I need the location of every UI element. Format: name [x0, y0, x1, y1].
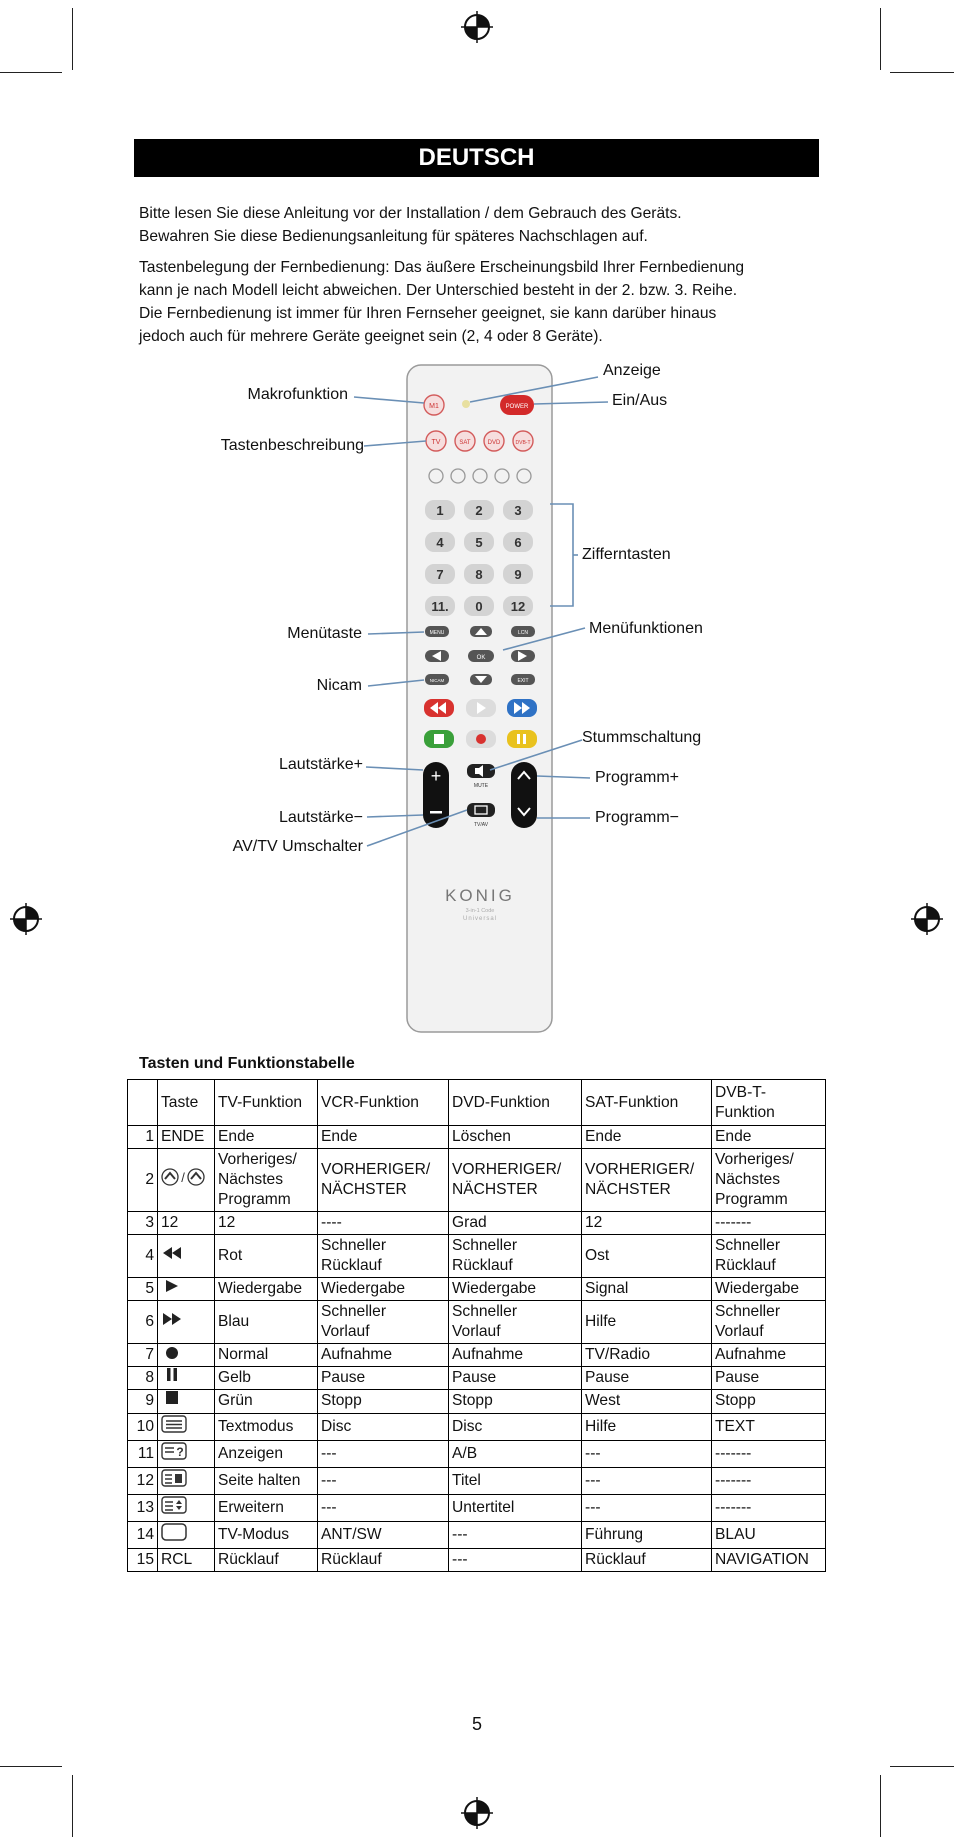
crop-mark [72, 1775, 73, 1837]
callout-menufunktionen: Menüfunktionen [589, 620, 703, 637]
callout-nicam: Nicam [316, 677, 362, 694]
vcr-function-cell: Rücklauf [318, 1548, 449, 1571]
dvbt-function-cell: Schneller Vorlauf [712, 1301, 826, 1344]
tv-function-cell: 12 [215, 1212, 318, 1235]
sat-function-cell: --- [582, 1494, 712, 1521]
tv-function-cell: Erweitern [215, 1494, 318, 1521]
sat-function-cell: Ost [582, 1235, 712, 1278]
dvd-function-cell: Stopp [449, 1390, 582, 1413]
text-line: Tastenbelegung der Fernbedienung: Das äußere Erscheinungsbild Ihrer Fernbedienung [139, 259, 745, 276]
sat-function-cell: Pause [582, 1367, 712, 1390]
crop-mark [0, 1766, 62, 1767]
svg-text:?: ? [176, 1444, 184, 1459]
sat-function-cell: Führung [582, 1521, 712, 1548]
key-cell [158, 1521, 215, 1548]
svg-text:SAT: SAT [459, 440, 471, 446]
dvd-function-cell: --- [449, 1521, 582, 1548]
callout-programm-minus: Programm− [595, 809, 680, 826]
svg-text:MUTE: MUTE [473, 783, 489, 789]
pause-icon [161, 1368, 183, 1388]
key-cell [158, 1390, 215, 1413]
vcr-function-cell: Schneller Vorlauf [318, 1301, 449, 1344]
indicator-led [462, 400, 470, 408]
vcr-function-cell: Disc [318, 1413, 449, 1440]
key-cell [158, 1413, 215, 1440]
vcr-function-cell: Pause [318, 1367, 449, 1390]
vcr-function-cell: Aufnahme [318, 1344, 449, 1367]
row-number: 2 [128, 1149, 158, 1212]
dvbt-function-cell: Vorheriges/ Nächstes Programm [712, 1149, 826, 1212]
tv-function-cell: Rücklauf [215, 1548, 318, 1571]
header-cell: VCR-Funktion [318, 1080, 449, 1126]
m1-label: M1 [429, 403, 439, 410]
tv-function-cell: Vorheriges/ Nächstes Programm [215, 1149, 318, 1212]
svg-text:+: + [430, 766, 442, 786]
dvd-function-cell: Disc [449, 1413, 582, 1440]
dvbt-function-cell: Aufnahme [712, 1344, 826, 1367]
vcr-function-cell: ANT/SW [318, 1521, 449, 1548]
dvd-function-cell: Wiedergabe [449, 1278, 582, 1301]
row-number: 15 [128, 1548, 158, 1571]
vcr-function-cell: Ende [318, 1126, 449, 1149]
row-number: 13 [128, 1494, 158, 1521]
dvbt-function-cell: Stopp [712, 1390, 826, 1413]
table-row [128, 1521, 826, 1548]
digit-key-label: 9 [514, 567, 522, 582]
vcr-function-cell: Stopp [318, 1390, 449, 1413]
table-row [128, 1413, 826, 1440]
tv-function-cell: Rot [215, 1235, 318, 1278]
crop-mark [880, 1775, 881, 1837]
tv-function-cell: Grün [215, 1390, 318, 1413]
svg-text:MENU: MENU [429, 630, 445, 636]
tvav-button [467, 803, 495, 817]
svg-text:/: / [181, 1170, 185, 1185]
dvbt-function-cell: ------- [712, 1212, 826, 1235]
key-cell: ENDE [158, 1126, 215, 1149]
row-number: 12 [128, 1467, 158, 1494]
callout-tastenbeschreibung: Tastenbeschreibung [220, 437, 364, 454]
key-cell [158, 1344, 215, 1367]
sat-function-cell: West [582, 1390, 712, 1413]
header-cell: DVD-Funktion [449, 1080, 582, 1126]
table-row [128, 1467, 826, 1494]
row-number: 3 [128, 1212, 158, 1235]
key-cell [158, 1440, 215, 1467]
dvd-function-cell: Pause [449, 1367, 582, 1390]
brand-sub: Universal [462, 916, 498, 922]
svg-text:OK: OK [476, 655, 486, 661]
digit-key-label: 11. [431, 599, 449, 614]
table-row [128, 1126, 826, 1149]
sat-function-cell: Hilfe [582, 1301, 712, 1344]
callout-anzeige: Anzeige [603, 362, 661, 379]
header-cell: TV-Funktion [215, 1080, 318, 1126]
vcr-function-cell: VORHERIGER/ NÄCHSTER [318, 1149, 449, 1212]
row-number: 4 [128, 1235, 158, 1278]
dvbt-function-cell: TEXT [712, 1413, 826, 1440]
svg-text:DVD: DVD [487, 440, 501, 446]
dvd-function-cell: Grad [449, 1212, 582, 1235]
callout-stummschaltung: Stummschaltung [582, 729, 702, 746]
dvd-function-cell: Schneller Vorlauf [449, 1301, 582, 1344]
key-cell [158, 1367, 215, 1390]
dvd-function-cell: A/B [449, 1440, 582, 1467]
sat-function-cell: Ende [582, 1126, 712, 1149]
row-number: 9 [128, 1390, 158, 1413]
sat-function-cell: Rücklauf [582, 1548, 712, 1571]
digit-key-label: 7 [436, 567, 444, 582]
key-cell [158, 1494, 215, 1521]
table-row [128, 1494, 826, 1521]
callout-programm-plus: Programm+ [595, 769, 680, 786]
dvbt-function-cell: ------- [712, 1440, 826, 1467]
sat-function-cell: --- [582, 1440, 712, 1467]
dvbt-function-cell: Ende [712, 1126, 826, 1149]
table-row [128, 1548, 826, 1571]
yellow-pause-button [507, 730, 537, 748]
key-cell [158, 1235, 215, 1278]
key-cell: RCL [158, 1548, 215, 1571]
svg-text:LCN: LCN [517, 630, 529, 636]
vcr-function-cell: Wiedergabe [318, 1278, 449, 1301]
rewind-icon [161, 1246, 183, 1266]
tv-function-cell: Textmodus [215, 1413, 318, 1440]
row-number: 7 [128, 1344, 158, 1367]
tv-function-cell: Ende [215, 1126, 318, 1149]
svg-text:TV: TV [431, 439, 441, 446]
tv-function-cell: Gelb [215, 1367, 318, 1390]
dvbt-function-cell: Schneller Rücklauf [712, 1235, 826, 1278]
text-line: Bewahren Sie diese Bedienungsanleitung für späteres Nachschlagen auf. [139, 228, 648, 245]
hold-icon [161, 1469, 187, 1493]
row-number: 14 [128, 1521, 158, 1548]
play-icon [161, 1279, 183, 1299]
dvbt-function-cell: ------- [712, 1494, 826, 1521]
function-table [127, 1079, 826, 1572]
sat-function-cell: Hilfe [582, 1413, 712, 1440]
row-number: 6 [128, 1301, 158, 1344]
header-cell: SAT-Funktion [582, 1080, 712, 1126]
digit-key-label: 6 [514, 535, 522, 550]
digit-key-label: 3 [514, 503, 522, 518]
table-row [128, 1440, 826, 1467]
dvd-function-cell: Titel [449, 1467, 582, 1494]
page-number: 5 [471, 1714, 482, 1734]
svg-text:NICAM: NICAM [429, 678, 445, 683]
dvd-function-cell: VORHERIGER/ NÄCHSTER [449, 1149, 582, 1212]
tv-mode-icon [161, 1523, 187, 1547]
brand-sub: 3-in-1 Code [465, 908, 495, 914]
text-line: kann je nach Modell leicht abweichen. Der Unterschied besteht in der 2. bzw. 3. Reihe. [139, 282, 738, 299]
digit-key-label: 4 [436, 535, 444, 550]
tv-function-cell: Wiedergabe [215, 1278, 318, 1301]
sat-function-cell: Signal [582, 1278, 712, 1301]
sat-function-cell: VORHERIGER/ NÄCHSTER [582, 1149, 712, 1212]
callout-zifferntasten: Zifferntasten [582, 546, 671, 563]
callout-lautstaerke-plus: Lautstärke+ [278, 756, 363, 773]
header-cell [128, 1080, 158, 1126]
key-cell [158, 1467, 215, 1494]
reveal-icon [161, 1442, 187, 1466]
dvbt-function-cell: ------- [712, 1467, 826, 1494]
tv-function-cell: TV-Modus [215, 1521, 318, 1548]
row-number: 10 [128, 1413, 158, 1440]
vcr-function-cell: Schneller Rücklauf [318, 1235, 449, 1278]
tv-function-cell: Anzeigen [215, 1440, 318, 1467]
vcr-function-cell: ---- [318, 1212, 449, 1235]
key-cell: 12 [158, 1212, 215, 1235]
table-row [128, 1344, 826, 1367]
table-row [128, 1278, 826, 1301]
table-header-row [128, 1080, 826, 1126]
row-number: 5 [128, 1278, 158, 1301]
brand-logo: KONIG [445, 886, 515, 905]
svg-text:TV/AV: TV/AV [473, 822, 489, 828]
dvd-function-cell: Löschen [449, 1126, 582, 1149]
text-line: Die Fernbedienung ist immer für Ihren Fernseher geeignet, sie kann darüber hinaus [139, 305, 717, 322]
teletext-icon [161, 1415, 187, 1439]
language-header: DEUTSCH [134, 139, 819, 177]
up-down-arrows-icon [161, 1168, 205, 1192]
header-cell: Taste [158, 1080, 215, 1126]
fast-forward-icon [161, 1312, 183, 1332]
callout-av-tv-umschalter: AV/TV Umschalter [232, 838, 363, 855]
row-number: 1 [128, 1126, 158, 1149]
crop-mark [890, 1766, 954, 1767]
vcr-function-cell: --- [318, 1467, 449, 1494]
dvbt-function-cell: Wiedergabe [712, 1278, 826, 1301]
header-cell: DVB-T-Funktion [712, 1080, 826, 1126]
row-number: 11 [128, 1440, 158, 1467]
key-cell [158, 1278, 215, 1301]
tv-function-cell: Seite halten [215, 1467, 318, 1494]
key-cell [158, 1149, 215, 1212]
svg-text:DVB-T: DVB-T [515, 440, 531, 446]
svg-text:EXIT: EXIT [517, 678, 529, 684]
table-row [128, 1212, 826, 1235]
digit-key-label: 2 [475, 503, 483, 518]
power-label: POWER [505, 404, 529, 410]
table-row [128, 1367, 826, 1390]
dvd-function-cell: Untertitel [449, 1494, 582, 1521]
table-row [128, 1390, 826, 1413]
callout-lautstaerke-minus: Lautstärke− [278, 809, 363, 826]
tv-function-cell: Normal [215, 1344, 318, 1367]
remote-body [407, 365, 552, 1032]
table-row [128, 1149, 826, 1212]
vcr-function-cell: --- [318, 1494, 449, 1521]
callout-makrofunktion: Makrofunktion [247, 386, 348, 403]
digit-key-label: 12 [510, 599, 526, 614]
stop-icon [161, 1391, 183, 1411]
digit-key-label: 8 [475, 567, 483, 582]
text-line: Bitte lesen Sie diese Anleitung vor der Installation / dem Gebrauch des Geräts. [139, 205, 682, 222]
record-icon [161, 1345, 183, 1365]
vcr-function-cell: --- [318, 1440, 449, 1467]
dvbt-function-cell: Pause [712, 1367, 826, 1390]
registration-mark-icon [461, 1797, 493, 1829]
tv-function-cell: Blau [215, 1301, 318, 1344]
text-line: jedoch auch für mehrere Geräte geeignet sein (2, 4 oder 8 Geräte). [139, 328, 603, 345]
key-cell [158, 1301, 215, 1344]
sat-function-cell: TV/Radio [582, 1344, 712, 1367]
digit-key-label: 5 [475, 535, 483, 550]
dvbt-function-cell: BLAU [712, 1521, 826, 1548]
table-title: Tasten und Funktionstabelle [139, 1055, 355, 1072]
sat-function-cell: 12 [582, 1212, 712, 1235]
expand-icon [161, 1496, 187, 1520]
dvd-function-cell: --- [449, 1548, 582, 1571]
row-number: 8 [128, 1367, 158, 1390]
callout-menutaste: Menütaste [287, 625, 362, 642]
sat-function-cell: --- [582, 1467, 712, 1494]
dvd-function-cell: Schneller Rücklauf [449, 1235, 582, 1278]
digit-key-label: 0 [475, 599, 483, 614]
table-row [128, 1235, 826, 1278]
digit-key-label: 1 [436, 503, 444, 518]
callout-ein-aus: Ein/Aus [612, 392, 668, 409]
table-row [128, 1301, 826, 1344]
dvd-function-cell: Aufnahme [449, 1344, 582, 1367]
dvbt-function-cell: NAVIGATION [712, 1548, 826, 1571]
